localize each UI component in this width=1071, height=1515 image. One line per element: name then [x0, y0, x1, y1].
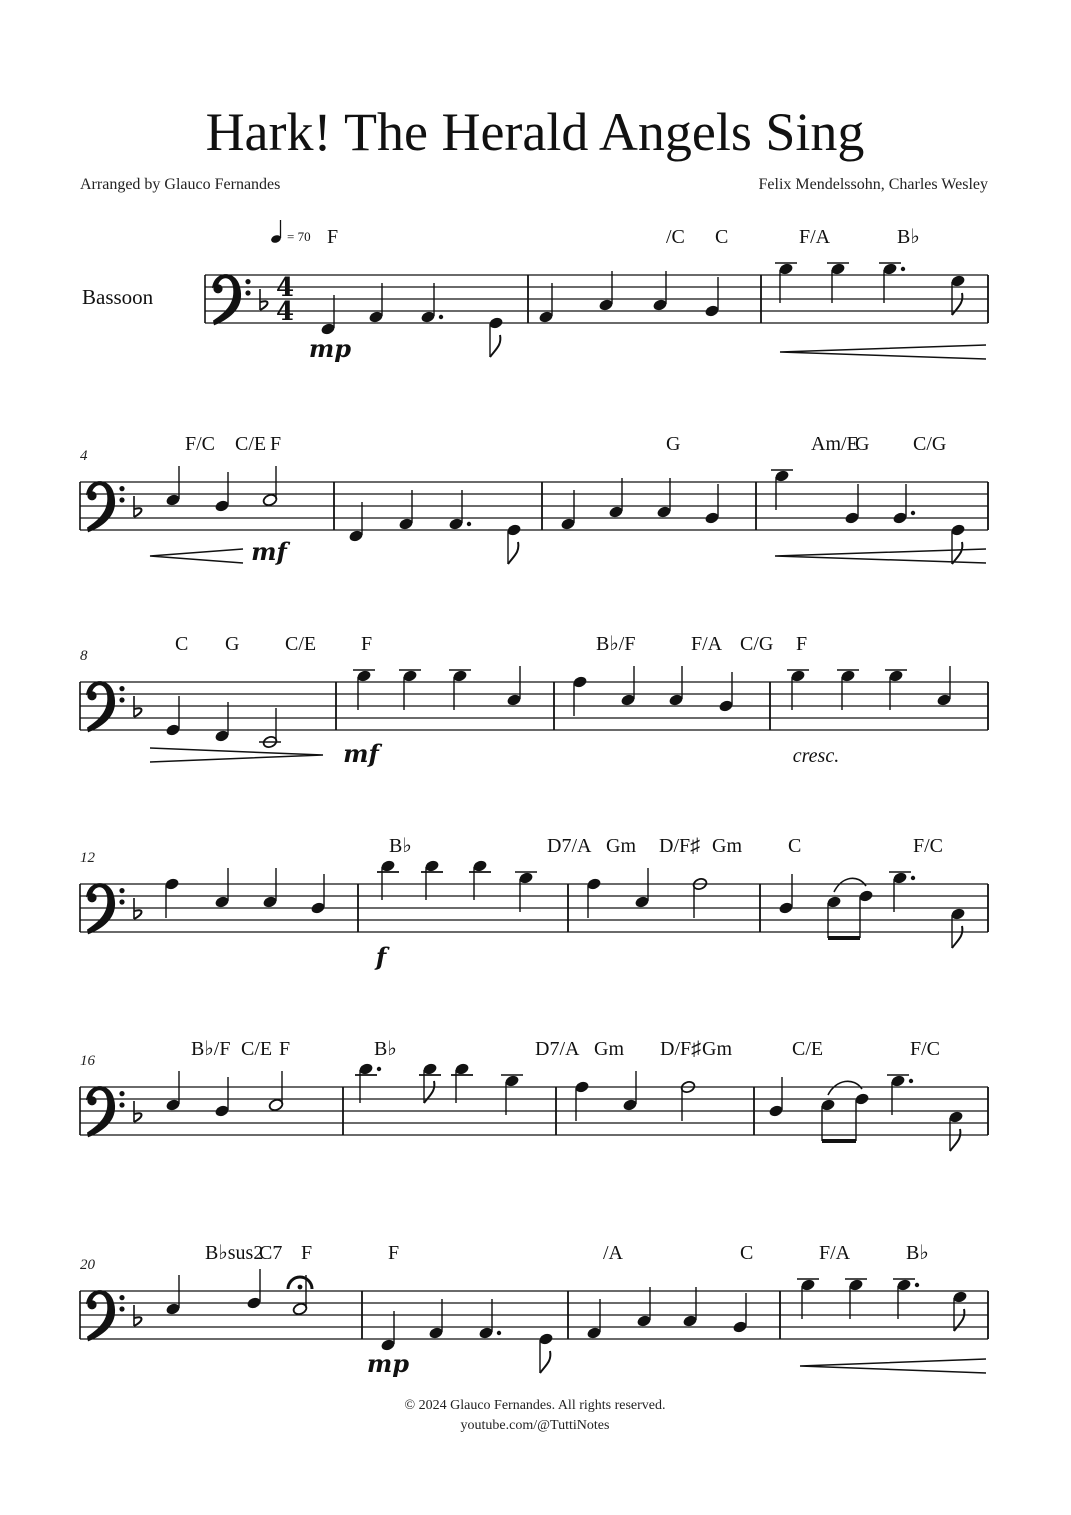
bass-clef-icon — [86, 481, 125, 532]
note — [586, 877, 602, 918]
chord-symbol: C/G — [740, 633, 774, 655]
fermata-icon — [288, 1277, 312, 1289]
chord-symbol: B♭ — [906, 1242, 929, 1264]
chord-symbol: F — [301, 1242, 313, 1264]
note — [778, 874, 794, 915]
chord-symbol: F — [361, 633, 373, 655]
note — [620, 666, 636, 707]
note — [451, 1062, 473, 1103]
note — [682, 1287, 698, 1328]
chord-symbol: Gm — [594, 1038, 624, 1060]
dynamic-marking: mp — [366, 1349, 410, 1378]
chord-symbol: C — [715, 226, 729, 248]
chord-symbol: D7/A — [547, 835, 592, 857]
note — [892, 484, 915, 525]
note — [692, 877, 708, 918]
staff-system — [80, 433, 988, 566]
note — [771, 469, 793, 510]
chord-symbol: Gm — [606, 835, 636, 857]
note — [837, 669, 859, 710]
bass-clef-icon — [86, 1086, 125, 1137]
note — [355, 1062, 381, 1103]
staff-system — [80, 1038, 988, 1141]
note — [214, 868, 230, 909]
bass-clef-icon — [212, 274, 251, 325]
chord-symbol: C/E — [235, 433, 267, 455]
note — [368, 283, 384, 324]
chord-symbol: C/E — [241, 1038, 273, 1060]
chord-symbol: F/C — [913, 835, 944, 857]
bass-clef-icon — [86, 681, 125, 732]
note — [704, 277, 720, 318]
chord-symbol: /C — [666, 226, 685, 248]
chord-symbol: B♭ — [897, 226, 920, 248]
note — [164, 877, 180, 918]
note — [268, 1071, 284, 1112]
time-signature — [276, 273, 294, 327]
note — [448, 490, 471, 531]
note — [320, 295, 336, 336]
time-signature-top: 4 — [275, 273, 295, 303]
chord-symbol: C/E — [285, 633, 317, 655]
chord-symbol: C/E — [792, 1038, 824, 1060]
arranger-credit: Arranged by Glauco Fernandes — [80, 176, 281, 193]
crescendo-hairpin — [780, 345, 986, 359]
note — [292, 1275, 308, 1316]
chord-symbol: F — [270, 433, 282, 455]
note — [718, 672, 734, 713]
bass-clef-icon — [86, 1290, 125, 1341]
dynamic-marking: mf — [251, 537, 287, 566]
chord-symbol: B♭/F — [596, 633, 636, 655]
chord-symbol: F/A — [691, 633, 723, 655]
note — [560, 490, 576, 531]
copyright-text: © 2024 Glauco Fernandes. All rights reserved. — [404, 1398, 666, 1413]
note — [380, 1311, 396, 1352]
note — [858, 889, 874, 938]
note — [262, 466, 278, 507]
note — [586, 1299, 602, 1340]
note — [399, 669, 421, 710]
chord-symbol: B♭sus2 — [205, 1242, 264, 1264]
chord-symbol: F/A — [819, 1242, 851, 1264]
measure-number: 12 — [80, 850, 95, 866]
decrescendo-hairpin — [150, 748, 323, 762]
staves — [80, 226, 988, 1378]
note — [845, 1278, 867, 1319]
chord-symbol: F/C — [185, 433, 216, 455]
chord-symbol: F — [388, 1242, 400, 1264]
measure-number: 20 — [80, 1257, 95, 1273]
note — [887, 1074, 913, 1115]
note — [259, 708, 281, 749]
note — [421, 859, 443, 900]
tempo-text: = 70 — [287, 229, 311, 244]
chord-symbol: /A — [603, 1242, 623, 1264]
note — [889, 871, 915, 912]
note — [950, 274, 966, 315]
note — [398, 490, 414, 531]
note — [885, 669, 907, 710]
chord-symbol: Gm — [702, 1038, 732, 1060]
chord-symbol: F — [327, 226, 339, 248]
time-signature-bottom: 4 — [275, 297, 295, 327]
note — [214, 702, 230, 743]
note — [501, 1074, 523, 1115]
note — [428, 1299, 444, 1340]
note — [165, 1071, 181, 1112]
measure-number: 16 — [80, 1053, 95, 1069]
dynamic-marking: f — [375, 942, 387, 971]
note — [636, 1287, 652, 1328]
quarter-note-icon — [270, 220, 282, 244]
tempo-marking — [270, 220, 311, 244]
note — [656, 478, 672, 519]
note — [353, 669, 375, 710]
chord-symbol: D/F♯ — [660, 1038, 702, 1060]
note — [608, 478, 624, 519]
staff-system — [80, 633, 988, 768]
note — [572, 675, 588, 716]
note — [478, 1299, 501, 1340]
note — [214, 472, 230, 513]
note — [668, 666, 684, 707]
crescendo-hairpin — [800, 1359, 986, 1373]
chord-symbol: C — [788, 835, 802, 857]
note — [262, 868, 278, 909]
note — [246, 1269, 262, 1310]
dynamic-marking: mf — [343, 739, 379, 768]
chord-symbol: C — [175, 633, 189, 655]
chord-symbol: C — [740, 1242, 754, 1264]
note — [768, 1077, 784, 1118]
note — [634, 868, 650, 909]
note — [775, 262, 797, 303]
chord-symbol: Gm — [712, 835, 742, 857]
note — [652, 271, 668, 312]
chord-symbol: C/G — [913, 433, 947, 455]
note — [377, 859, 399, 900]
chord-symbol: F — [279, 1038, 291, 1060]
chord-symbol: G — [225, 633, 240, 655]
note — [936, 666, 952, 707]
note — [469, 859, 491, 900]
note — [574, 1080, 590, 1121]
note — [680, 1080, 696, 1121]
note — [538, 1332, 554, 1373]
note — [844, 484, 860, 525]
chord-symbol: B♭ — [389, 835, 412, 857]
note — [952, 1290, 968, 1331]
note — [214, 1077, 230, 1118]
staff-system — [205, 226, 988, 363]
instrument-name: Bassoon — [82, 285, 154, 309]
note — [348, 502, 364, 543]
slur — [834, 878, 866, 892]
note — [948, 1110, 964, 1151]
note — [506, 523, 522, 564]
chord-symbol: F/A — [799, 226, 831, 248]
slur — [828, 1081, 862, 1095]
measure-number: 8 — [80, 648, 88, 664]
note — [165, 466, 181, 507]
note — [787, 669, 809, 710]
note — [893, 1278, 919, 1319]
staff-system — [80, 1242, 988, 1378]
note — [538, 283, 554, 324]
bass-clef-icon — [86, 883, 125, 934]
note — [950, 907, 966, 948]
page-title: Hark! The Herald Angels Sing — [205, 102, 865, 162]
composer-credit: Felix Mendelssohn, Charles Wesley — [758, 176, 988, 193]
note — [704, 484, 720, 525]
note — [950, 523, 966, 564]
note — [310, 874, 326, 915]
chord-symbol: G — [855, 433, 870, 455]
note — [854, 1092, 870, 1141]
note — [732, 1293, 748, 1334]
note — [598, 271, 614, 312]
chord-symbol: B♭ — [374, 1038, 397, 1060]
chord-symbol: D/F♯ — [659, 835, 701, 857]
note — [488, 316, 504, 357]
note — [165, 696, 181, 737]
note — [797, 1278, 819, 1319]
measure-number: 4 — [80, 448, 88, 464]
chord-symbol: Am/E — [811, 433, 859, 455]
note — [827, 262, 849, 303]
dynamic-marking: mp — [308, 334, 352, 363]
chord-symbol: C7 — [259, 1242, 283, 1264]
chord-symbol: F — [796, 633, 808, 655]
note — [515, 871, 537, 912]
note — [622, 1071, 638, 1112]
note — [506, 666, 522, 707]
note — [165, 1275, 181, 1316]
footer-link[interactable]: youtube.com/@TuttiNotes — [460, 1418, 610, 1433]
note — [419, 1062, 441, 1103]
expression-text: cresc. — [792, 745, 840, 767]
chord-symbol: F/C — [910, 1038, 941, 1060]
note — [879, 262, 905, 303]
chord-symbol: B♭/F — [191, 1038, 231, 1060]
note — [420, 283, 443, 324]
chord-symbol: D7/A — [535, 1038, 580, 1060]
chord-symbol: G — [666, 433, 681, 455]
crescendo-hairpin — [150, 549, 243, 563]
note — [449, 669, 471, 710]
